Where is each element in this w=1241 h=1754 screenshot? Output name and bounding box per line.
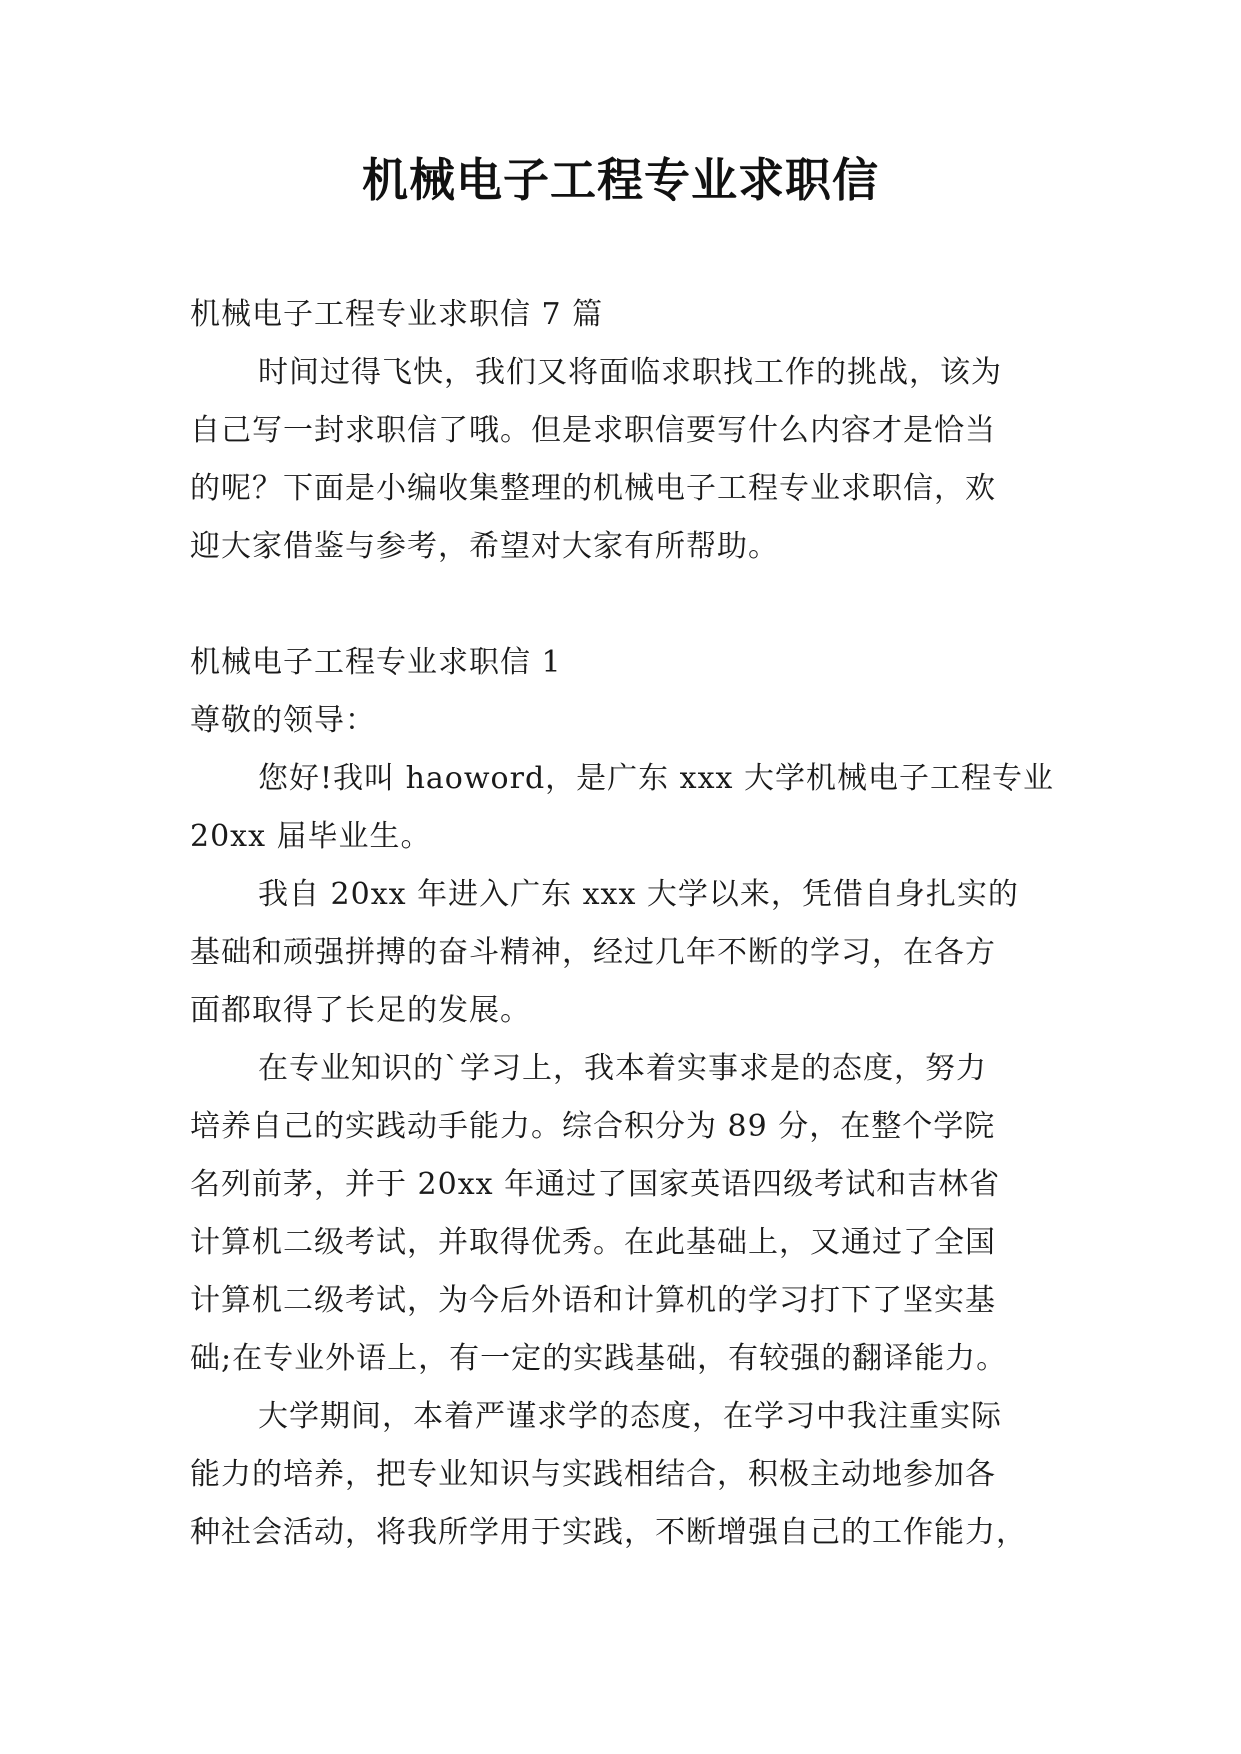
- paragraph-line: 20xx 届毕业生。: [190, 819, 432, 854]
- intro-line: 自己写一封求职信了哦。但是求职信要写什么内容才是恰当: [190, 413, 996, 448]
- letter-heading: 机械电子工程专业求职信 1: [190, 645, 562, 680]
- paragraph-line: 计算机二级考试，为今后外语和计算机的学习打下了坚实基: [190, 1283, 996, 1318]
- paragraph-line: 名列前茅，并于 20xx 年通过了国家英语四级考试和吉林省: [190, 1167, 1001, 1202]
- paragraph-line: 础;在专业外语上，有一定的实践基础，有较强的翻译能力。: [190, 1341, 1008, 1376]
- paragraph-line: 我自 20xx 年进入广东 xxx 大学以来，凭借自身扎实的: [258, 877, 1019, 912]
- intro-line: 的呢？下面是小编收集整理的机械电子工程专业求职信，欢: [190, 471, 996, 506]
- paragraph-line: 面都取得了长足的发展。: [190, 993, 531, 1028]
- paragraph-line: 在专业知识的`学习上，我本着实事求是的态度，努力: [258, 1051, 987, 1086]
- salutation: 尊敬的领导：: [190, 703, 376, 738]
- intro-line: 时间过得飞快，我们又将面临求职找工作的挑战，该为: [258, 355, 1002, 390]
- paragraph-line: 计算机二级考试，并取得优秀。在此基础上，又通过了全国: [190, 1225, 996, 1260]
- paragraph-line: 培养自己的实践动手能力。综合积分为 89 分，在整个学院: [190, 1109, 996, 1144]
- intro-line: 迎大家借鉴与参考，希望对大家有所帮助。: [190, 529, 779, 564]
- paragraph-line: 能力的培养，把专业知识与实践相结合，积极主动地参加各: [190, 1457, 996, 1492]
- paragraph-gap: [190, 576, 1070, 634]
- paragraph-line: 您好!我叫 haoword，是广东 xxx 大学机械电子工程专业: [258, 761, 1054, 796]
- document-title: 机械电子工程专业求职信: [362, 153, 879, 207]
- document-subtitle: 机械电子工程专业求职信 7 篇: [190, 297, 604, 332]
- document-body: [190, 286, 1070, 1562]
- paragraph-line: 大学期间，本着严谨求学的态度，在学习中我注重实际: [258, 1399, 1002, 1434]
- paragraph-line: 基础和顽强拼搏的奋斗精神，经过几年不断的学习，在各方: [190, 935, 996, 970]
- paragraph-line: 种社会活动，将我所学用于实践，不断增强自己的工作能力，: [190, 1515, 1027, 1550]
